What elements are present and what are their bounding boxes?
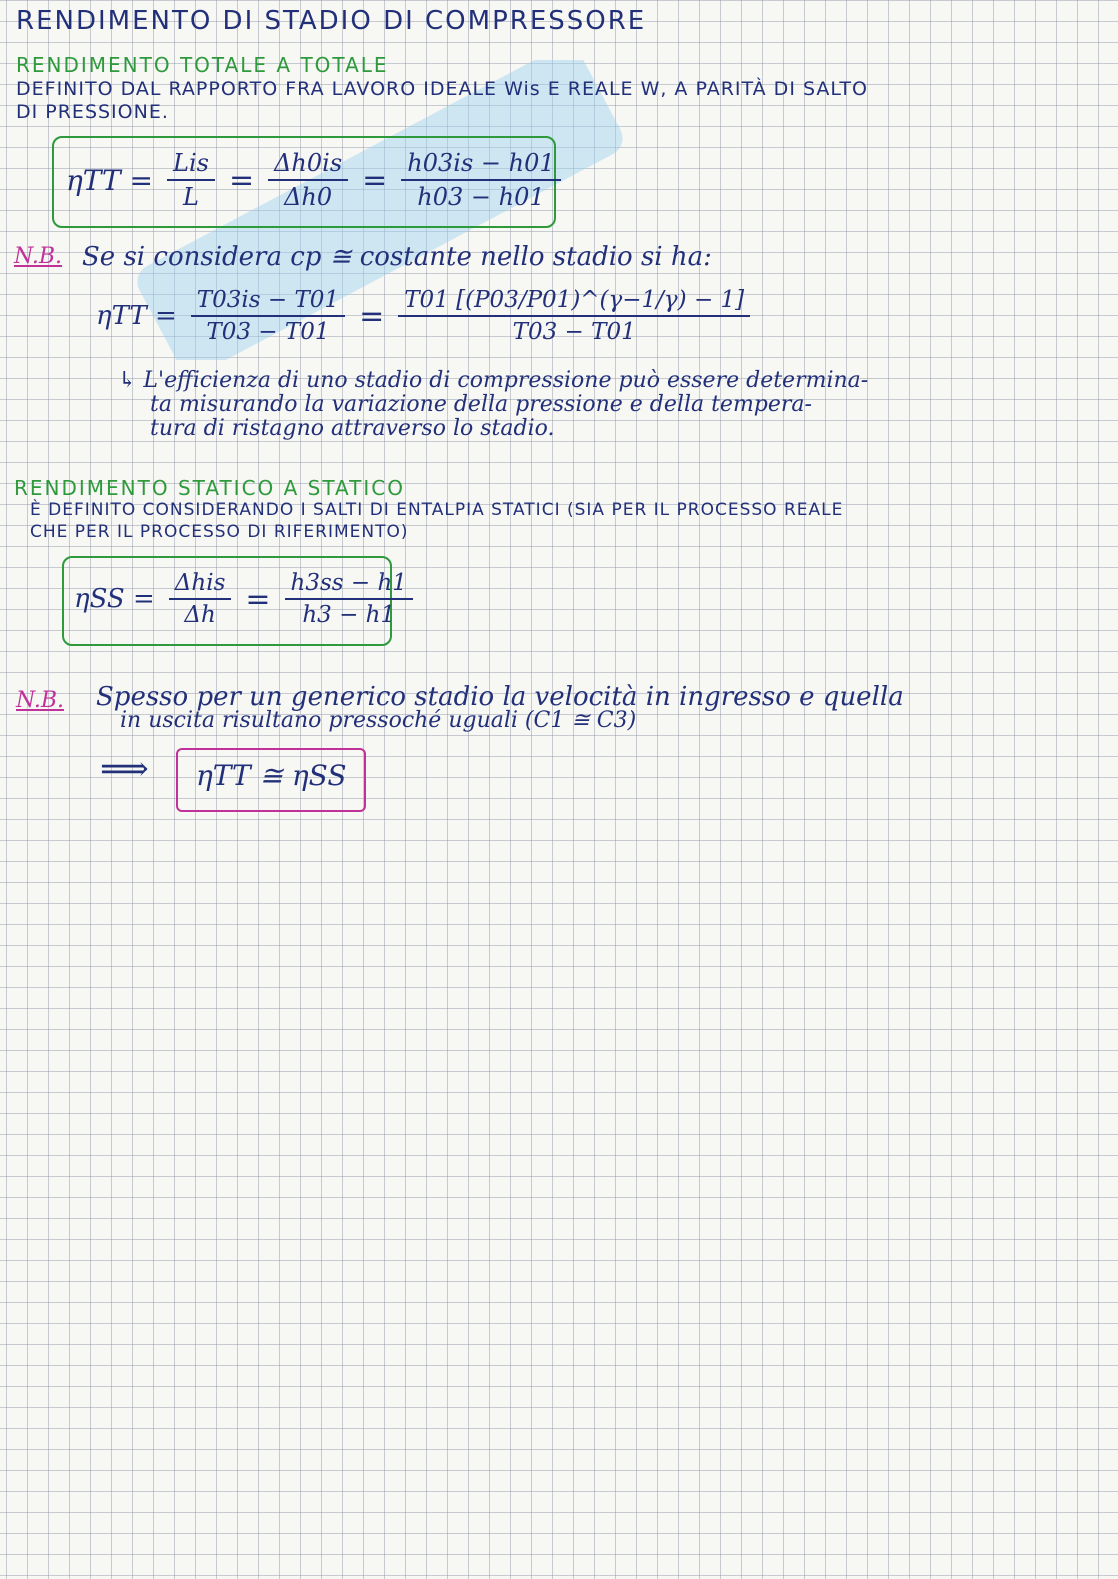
nb-label: N.B. (14, 244, 62, 269)
section-description: DEFINITO DAL RAPPORTO FRA LAVORO IDEALE Wis E REALE W, A PARITÀ DI SALTO (16, 78, 868, 100)
fraction: $\frac{T03is - T01}{T03 - T01}$ (187, 287, 349, 345)
implies-arrow: ⟹ (100, 749, 149, 789)
note-line: ↳ L'efficienza di uno stadio di compressione può essere determina- (118, 368, 869, 393)
fraction: $\frac{h3ss - h1}{h3 - h1}$ (281, 570, 417, 628)
note-line: ta misurando la variazione della pressione e della tempera- (150, 392, 812, 417)
section-description: È DEFINITO CONSIDERANDO I SALTI DI ENTALPIA STATICI (SIA PER IL PROCESSO REALE (30, 500, 844, 520)
section-description: DI PRESSIONE. (16, 101, 169, 123)
nb-text: in uscita risultano pressoché uguali (C1 ≅ C3) (120, 708, 637, 733)
formula-static-to-static: ηSS = $\frac{\text{Δhis}}{\Delta h}$ = $\frac{h3ss - h1}{h3 - h1}$ (70, 562, 423, 636)
fraction: $\frac{h03is - h01}{h03 - h01}$ (397, 149, 564, 211)
formula-total-to-total: ηTT = $\frac{\text{Lis}}{L}$ = $\frac{\Delta h0is}{\Delta h0}$ = $\frac{h03is - h01}{h03 - h01}$ (62, 144, 571, 216)
fraction: $\frac{\text{Δhis}}{\Delta h}$ (165, 570, 236, 628)
note-line: tura di ristagno attraverso lo stadio. (150, 416, 555, 441)
nb-text: Spesso per un generico stadio la velocità in ingresso e quella (96, 682, 904, 712)
nb-text: Se si considera cp ≅ costante nello stadio si ha: (82, 242, 712, 272)
section-heading-static-to-static: RENDIMENTO STATICO A STATICO (14, 476, 405, 500)
page-title: RENDIMENTO DI STADIO DI COMPRESSORE (16, 6, 647, 36)
fraction: $\frac{\Delta h0is}{\Delta h0}$ (264, 149, 352, 211)
formula-lhs: ηTT = (66, 163, 154, 197)
fraction: $\frac{T01 [(P03/P01)\^{}(\gamma-1/\gamma) - 1]}{T03 - T01}$ (394, 287, 754, 345)
nb-label: N.B. (16, 688, 64, 713)
result-formula: ηTT ≅ ηSS (196, 759, 347, 792)
formula-cp-constant: ηTT = $\frac{T03is - T01}{T03 - T01}$ = $\frac{T01 [(P03/P01)\^{}(\gamma-1/\gamma) - 1]}{T03 - T01}$ (92, 278, 760, 354)
section-heading-total-to-total: RENDIMENTO TOTALE A TOTALE (16, 53, 389, 77)
fraction: $\frac{\text{Lis}}{L}$ (163, 149, 219, 211)
section-description: CHE PER IL PROCESSO DI RIFERIMENTO) (30, 522, 409, 542)
